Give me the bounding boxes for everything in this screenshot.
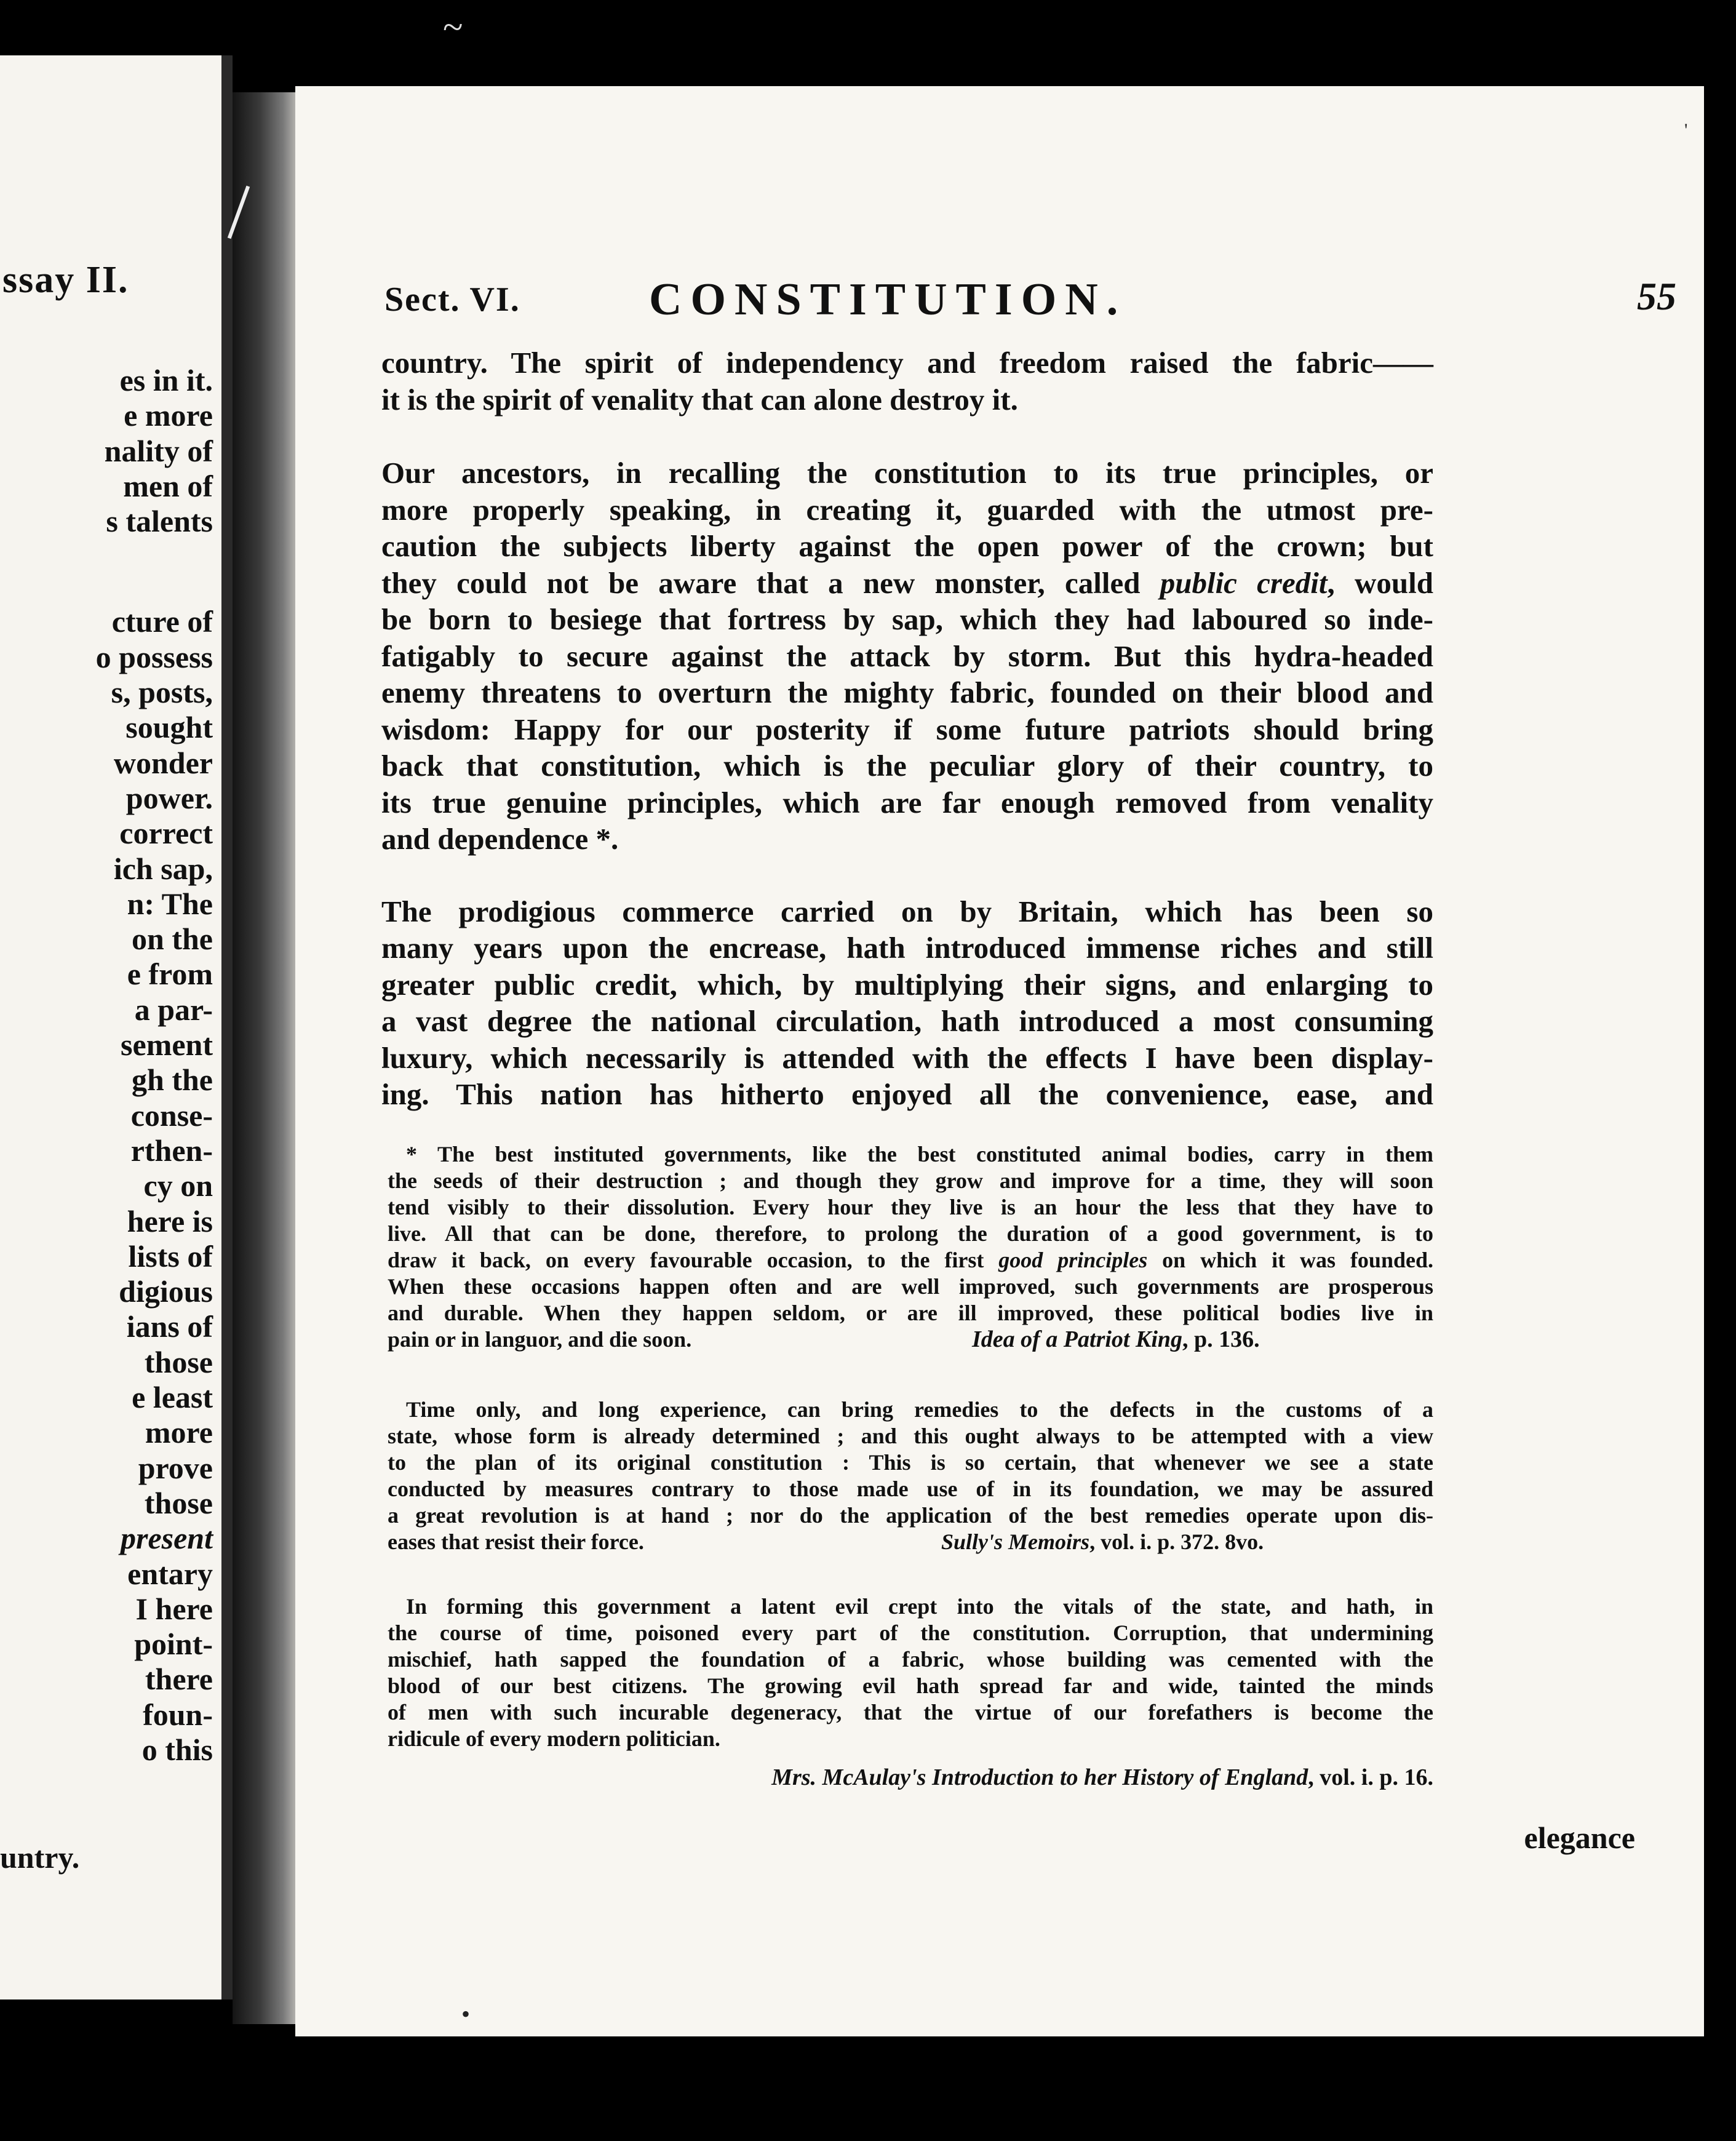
- citation-title: Mrs. McAulay's Introduction to her History of England: [771, 1764, 1308, 1790]
- footnote-line: blood of our best citizens. The growing evil hath spread far and wide, tainted the minds: [388, 1673, 1433, 1698]
- left-line: n: The: [127, 886, 213, 921]
- left-page-lines: [4, 363, 213, 1768]
- left-line: sement: [121, 1027, 213, 1063]
- left-page-header: ssay II.: [2, 259, 129, 301]
- footnote-1: [388, 1141, 1433, 1353]
- page-number: 55: [1637, 274, 1676, 318]
- catchword: elegance: [1524, 1820, 1635, 1855]
- text-line: fatigably to secure against the attack by storm. But this hydra-headed: [381, 639, 1433, 673]
- text-run: , would: [1327, 565, 1433, 600]
- text-line: be born to besiege that fortress by sap, which they had laboured so inde-: [381, 602, 1433, 636]
- paragraph-gap: [381, 418, 1433, 455]
- text-line: and dependence *.: [381, 822, 619, 856]
- text-line: caution the subjects liberty against the open power of the crown; but: [381, 529, 1433, 563]
- footnote-citation: [388, 1764, 1433, 1791]
- text-line: ing. This nation has hitherto enjoyed all the convenience, ease, and: [381, 1077, 1433, 1111]
- footnote-citation: [972, 1326, 1260, 1353]
- left-line: correct: [119, 816, 213, 851]
- running-head: [384, 274, 1676, 329]
- footnote-line: Time only, and long experience, can bring remedies to the defects in the customs of a: [406, 1397, 1433, 1422]
- italic-term-public-credit: public credit: [1160, 565, 1328, 600]
- text-line: back that constitution, which is the peculiar glory of their country, to: [381, 749, 1433, 783]
- italic-term-good-principles: good principles: [998, 1248, 1148, 1272]
- left-line: wonder: [113, 745, 213, 780]
- footnote-2: [388, 1397, 1433, 1555]
- book-gutter-shadow: [233, 92, 300, 2024]
- left-line: power.: [125, 780, 213, 815]
- text-line: wisdom: Happy for our posterity if some future patriots should bring: [381, 712, 1433, 746]
- paragraph-3: [381, 893, 1433, 1113]
- ink-speck: •: [461, 2000, 471, 2028]
- section-label: Sect. VI.: [384, 281, 520, 319]
- footnote-citation: [941, 1529, 1264, 1555]
- scan-mark: ~: [443, 7, 463, 47]
- text-line: more properly speaking, in creating it, guarded with the utmost pre-: [381, 492, 1433, 527]
- left-line: o possess: [95, 639, 213, 674]
- left-line: e least: [132, 1380, 213, 1415]
- citation-detail: , p. 136.: [1182, 1326, 1260, 1352]
- left-line-gap: [4, 539, 213, 604]
- paragraph-gap: [381, 858, 1433, 893]
- text-line: enemy threatens to overturn the mighty fabric, founded on their blood and: [381, 676, 1433, 709]
- citation-detail: , vol. i. p. 16.: [1308, 1764, 1433, 1790]
- left-line: prove: [138, 1450, 213, 1485]
- left-line: e more: [124, 398, 213, 433]
- footnote-line-with-citation: [388, 1326, 1433, 1353]
- left-line: s talents: [106, 504, 213, 539]
- text-run: pain or in languor, and die soon.: [388, 1327, 692, 1352]
- left-line: those: [144, 1485, 213, 1520]
- text-run: they could not be aware that a new monster, called: [381, 565, 1141, 600]
- left-line: a par-: [134, 992, 213, 1027]
- left-page-fragment: [0, 55, 233, 1999]
- left-line: there: [145, 1662, 213, 1697]
- left-line: ians of: [126, 1309, 213, 1344]
- left-line: ich sap,: [113, 851, 213, 886]
- page-title: CONSTITUTION.: [649, 274, 1127, 325]
- left-line: digious: [119, 1274, 213, 1309]
- footnote-line: [388, 1247, 1433, 1274]
- footnote-line: conducted by measures contrary to those made use of in its foundation, we may be assured: [388, 1477, 1433, 1501]
- left-line: sought: [125, 710, 213, 745]
- left-line: conse-: [130, 1098, 213, 1133]
- citation-title: Sully's Memoirs: [941, 1529, 1090, 1554]
- left-line: present: [121, 1521, 213, 1556]
- footnote-line: ridicule of every modern politician.: [388, 1726, 720, 1751]
- footnote-line-with-citation: [388, 1529, 1433, 1555]
- footnote-line: mischief, hath sapped the foundation of a fabric, whose building was cemented with the: [388, 1647, 1433, 1672]
- main-page: [295, 86, 1704, 2036]
- paragraph-2: [381, 455, 1433, 858]
- paragraph-1: [381, 345, 1433, 418]
- footnote-line: tend visibly to their dissolution. Every hour they live is an hour the less that they have to: [388, 1195, 1433, 1219]
- text-run: draw it back, on every favourable occasion, to the first: [388, 1248, 984, 1272]
- left-line: nality of: [104, 433, 213, 468]
- left-line: on the: [132, 922, 213, 957]
- left-line: cture of: [111, 604, 213, 639]
- left-line: foun-: [143, 1697, 213, 1732]
- left-line: s, posts,: [111, 675, 213, 710]
- left-line: I here: [135, 1591, 213, 1626]
- citation-detail: , vol. i. p. 372. 8vo.: [1089, 1529, 1264, 1554]
- footnote-line: When these occasions happen often and are well improved, such governments are prosperous: [388, 1274, 1433, 1299]
- text-line: Our ancestors, in recalling the constitution to its true principles, or: [381, 456, 1433, 490]
- left-page-bottom-line: untry.: [0, 1840, 80, 1875]
- text-line: a vast degree the national circulation, hath introduced a most consuming: [381, 1004, 1433, 1038]
- left-line: here is: [127, 1203, 213, 1238]
- footnote-line: the seeds of their destruction ; and though they grow and improve for a time, they will soon: [388, 1168, 1433, 1193]
- left-line: cy on: [143, 1168, 213, 1203]
- text-line: its true genuine principles, which are far enough removed from venality: [381, 785, 1433, 819]
- text-line: luxury, which necessarily is attended with the effects I have been display-: [381, 1040, 1433, 1075]
- footnote-line: In forming this government a latent evil crept into the vitals of the state, and hath, in: [406, 1594, 1433, 1619]
- text-line: greater public credit, which, by multiplying their signs, and enlarging to: [381, 967, 1433, 1002]
- footnote-line: a great revolution is at hand ; nor do the application of the best remedies operate upon dis-: [388, 1503, 1433, 1528]
- left-line: lists of: [128, 1238, 213, 1274]
- footnote-line: * The best instituted governments, like the best constituted animal bodies, carry in them: [406, 1142, 1433, 1166]
- left-line: gh the: [132, 1063, 213, 1098]
- left-line: o this: [141, 1732, 213, 1767]
- text-run: eases that resist their force.: [388, 1529, 644, 1554]
- body-text: [381, 345, 1433, 1113]
- text-line: The prodigious commerce carried on by Britain, which has been so: [381, 894, 1433, 928]
- text-line: it is the spirit of venality that can alone destroy it.: [381, 382, 1018, 417]
- left-line: rthen-: [130, 1133, 213, 1168]
- footnote-3: [388, 1593, 1433, 1791]
- left-line: e from: [127, 957, 213, 992]
- left-line: entary: [127, 1556, 213, 1591]
- text-run: on which it was founded.: [1147, 1248, 1433, 1272]
- left-line: es in it.: [119, 363, 213, 397]
- footnote-line: of men with such incurable degeneracy, that the virtue of our forefathers is become the: [388, 1700, 1433, 1724]
- text-line: many years upon the encrease, hath introduced immense riches and still: [381, 931, 1433, 965]
- left-line: point-: [134, 1627, 213, 1662]
- footnote-line: live. All that can be done, therefore, to prolong the duration of a good government, is to: [388, 1221, 1433, 1246]
- footnote-line: the course of time, poisoned every part of the constitution. Corruption, that undermining: [388, 1621, 1433, 1645]
- left-line: those: [144, 1344, 213, 1379]
- left-line: more: [145, 1415, 213, 1450]
- text-line: [381, 565, 1433, 602]
- left-line: men of: [123, 468, 213, 503]
- ink-speck: ': [1684, 120, 1688, 140]
- text-line: country. The spirit of independency and freedom raised the fabric——: [381, 346, 1433, 380]
- footnote-line: state, whose form is already determined ; and this ought always to be attempted with a view: [388, 1424, 1433, 1448]
- footnote-line: to the plan of its original constitution : This is so certain, that whenever we see a state: [388, 1450, 1433, 1475]
- citation-title: Idea of a Patriot King: [972, 1326, 1183, 1352]
- footnote-line: and durable. When they happen seldom, or are ill improved, these political bodies live in: [388, 1301, 1433, 1325]
